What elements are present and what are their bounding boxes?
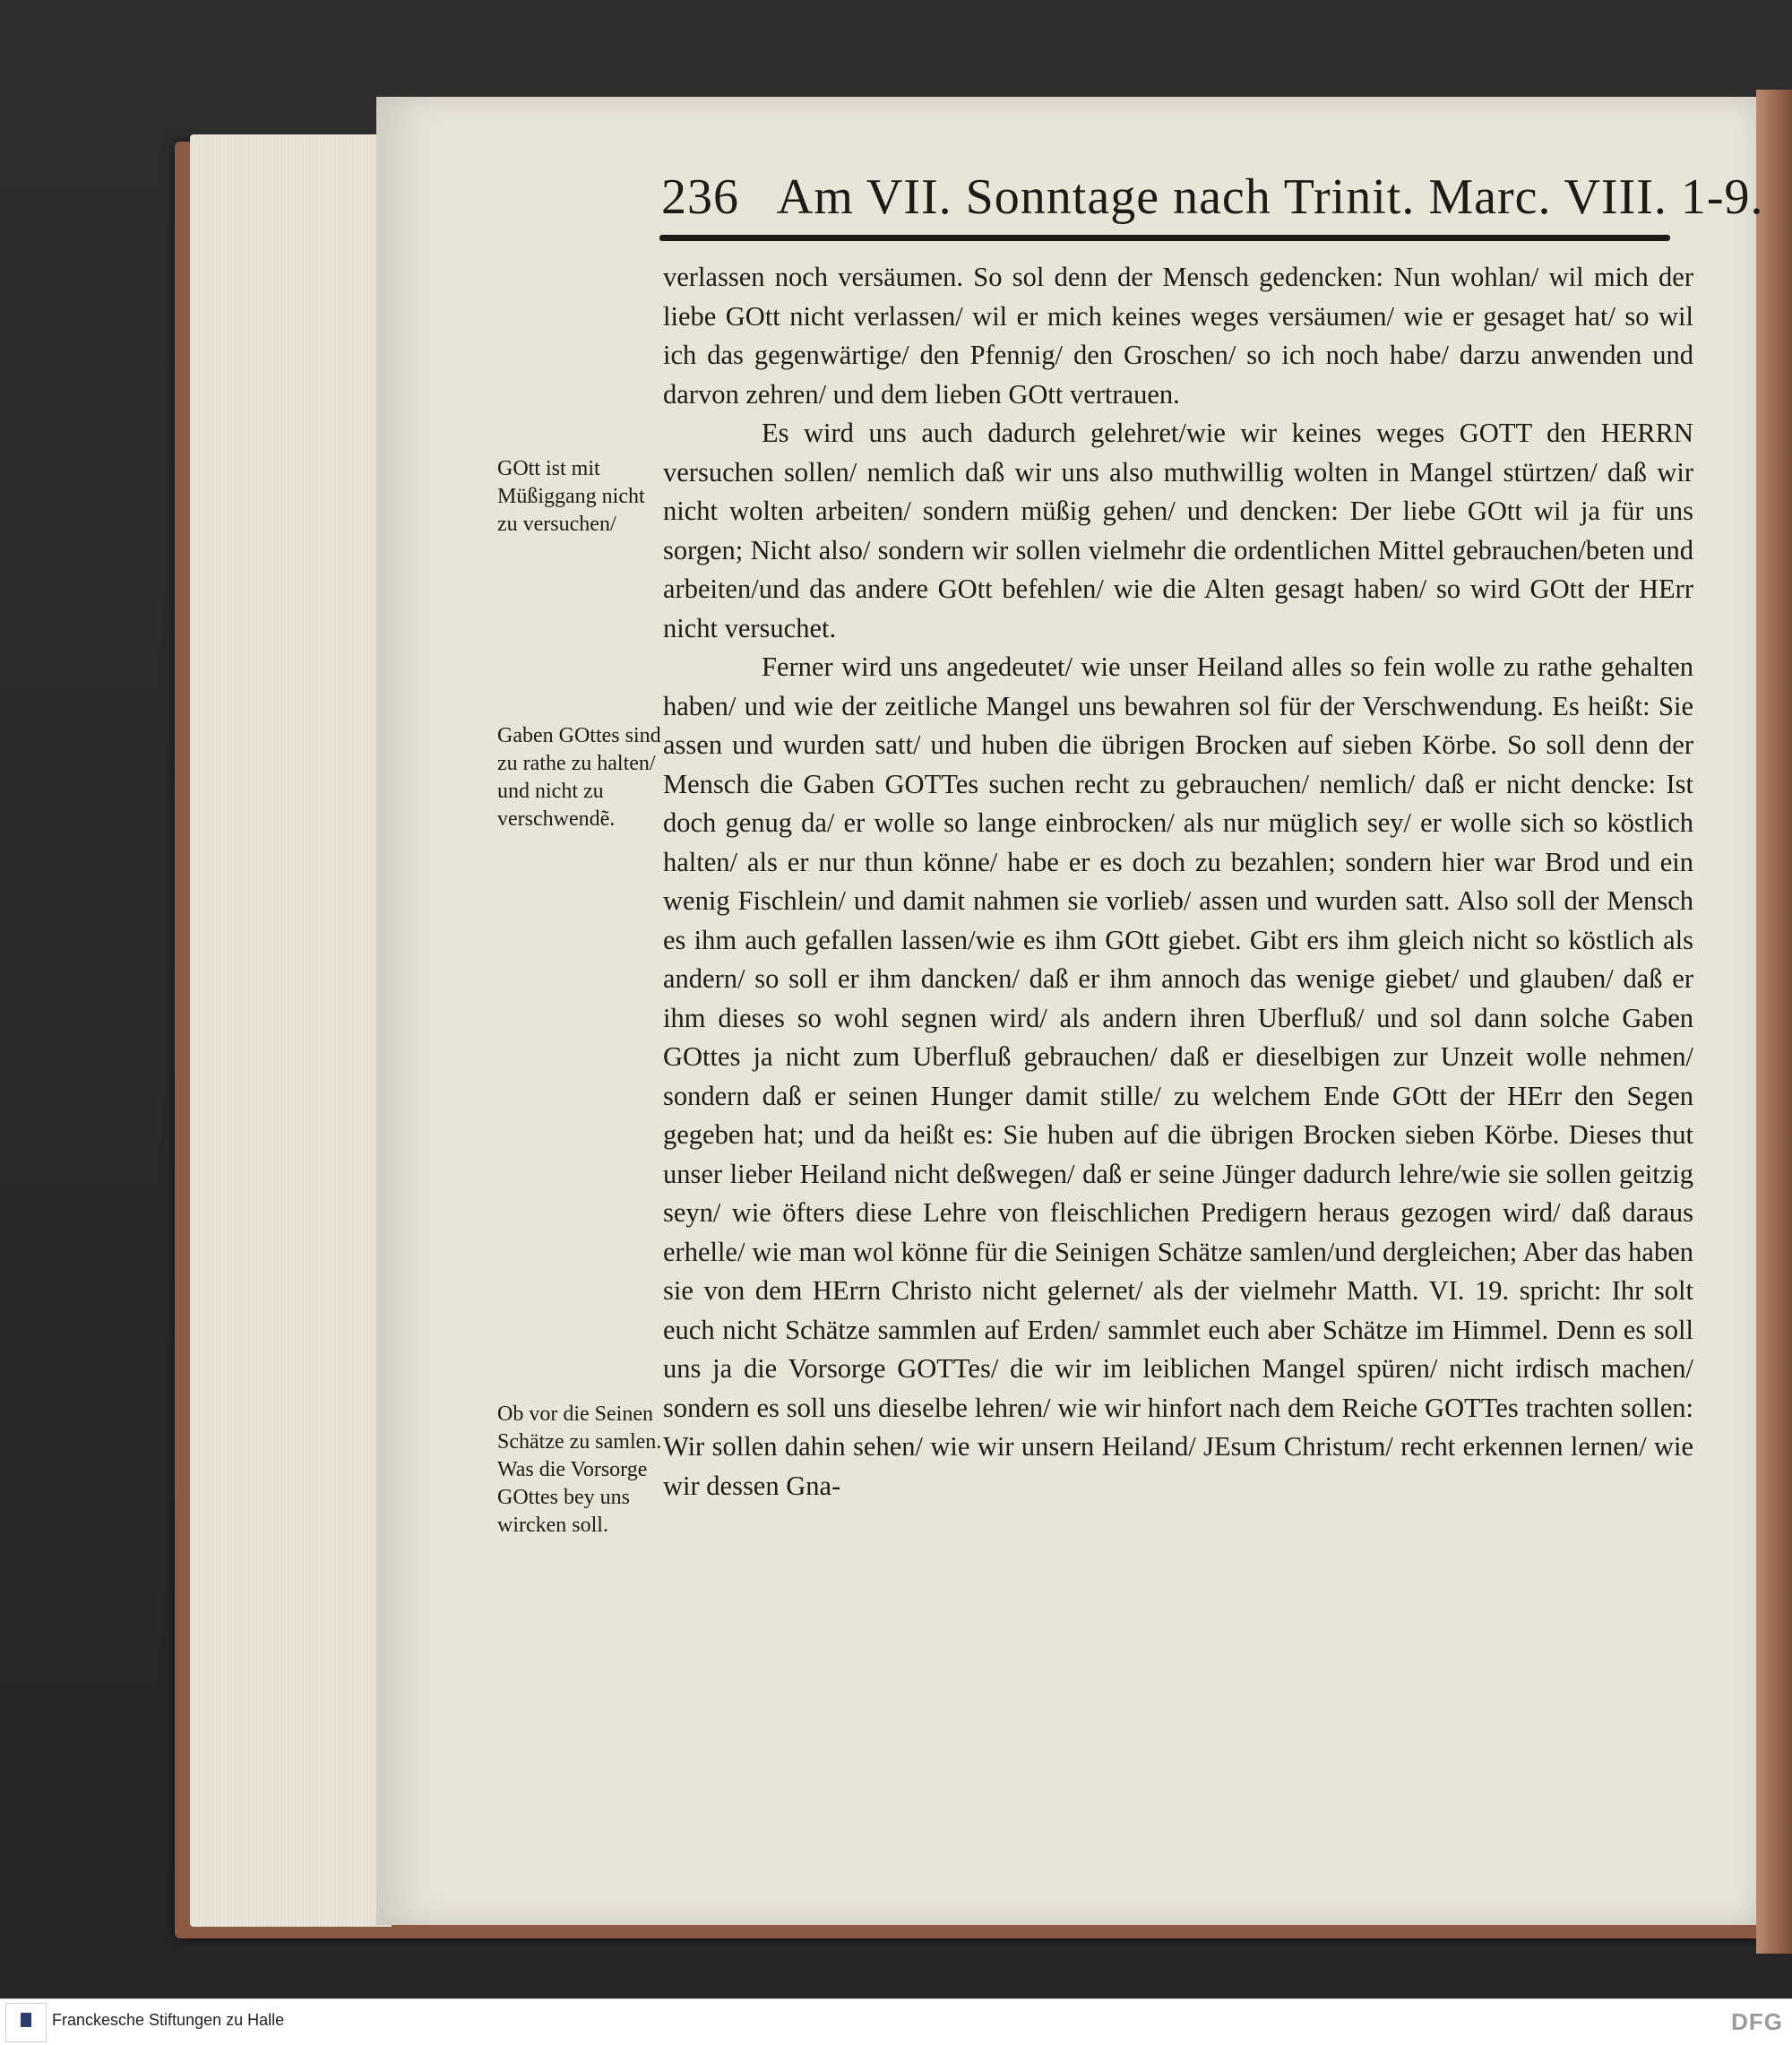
running-title: Am VII. Sonntage nach Trinit. Marc. VIII. 1-9.	[776, 169, 1764, 225]
running-header	[661, 168, 1764, 240]
dfg-logo[interactable]: DFG	[1731, 2008, 1783, 2035]
marginal-note-2: Gaben GOttes sind zu rathe zu halten/ und nicht zu verschwendẽ.	[497, 724, 661, 831]
franckesche-stiftungen-logo-icon[interactable]	[5, 2003, 47, 2042]
logo-mark	[21, 2013, 31, 2027]
marginal-note-1: GOtt ist mit Müßiggang nicht zu versuchen/	[497, 457, 645, 536]
marginal-note-3: Ob vor die Seinen Schätze zu samlen. Was die Vorsorge GOttes bey uns wircken soll.	[497, 1402, 662, 1537]
header-rule	[659, 235, 1670, 241]
paragraph: verlassen noch versäumen. So sol denn der Mensch gedencken: Nun wohlan/ wil mich der liebe GOtt nicht verlassen/ wil er mich keines weges versäumen/ wie er gesaget hat/ so wil ich das gegenwärtige/ den Pfennig/ den Groschen/ so ich noch habe/ darzu anwenden und darvon zehren/ und dem lieben GOtt vertrauen.	[663, 262, 1693, 410]
paragraph: Es wird uns auch dadurch gelehret/wie wir keines weges GOTT den HERRN versuchen sollen/ nemlich daß wir uns also muthwillig wolten in Mangel stürtzen/ daß wir nicht wolten arbeiten/ sondern müßig gehen/ und dencken: Der liebe GOtt wil ja für uns sorgen; Nicht also/ sondern wir sollen vielmehr die ordentlichen Mittel gebrauchen/beten und arbeiten/und das andere GOtt befehlen/ wie die Alten gesagt haben/ so wird GOtt der HErr nicht versuchet.	[663, 418, 1693, 643]
viewer-footer	[0, 1998, 1792, 2045]
binding-edge	[1756, 90, 1792, 1954]
page-block-edge	[190, 134, 392, 1927]
institution-name[interactable]: Franckesche Stiftungen zu Halle	[52, 2011, 285, 2029]
paragraph: Ferner wird uns angedeutet/ wie unser Heiland alles so fein wolle zu rathe gehalten haben/ und wie der zeitliche Mangel uns bewahren sol für der Verschwendung. Es heißt: Sie assen und wurden satt/ und huben die übrigen Brocken auf sieben Körbe. So soll denn der Mensch die Gaben GOTTes suchen recht zu gebrauchen/ nemlich/ daß er nicht dencke: Ist doch genug da/ er wolle so lange einbrocken/ als nur müglich sey/ er wolle sich so köstlich halten/ als er nur thun könne/ habe er es doch zu bezahlen; sondern hier war Brod und ein wenig Fischlein/ und damit nahmen sie vorlieb/ assen und wurden satt. Also soll der Mensch es ihm auch gefallen lassen/wie es ihm GOtt giebet. Gibt ers ihm gleich nicht so köstlich als andern/ so soll er ihm dancken/ daß er ihm annoch das wenige giebet/ und glauben/ daß er ihm dieses so wohl segnen wird/ als andern ihren Uberfluß/ und sol dann solche Gaben GOttes ja nicht zum Uberfluß gebrauchen/ daß er dieselbigen zur Unzeit wolle nehmen/ sondern daß er seinen Hunger damit stille/ zu welchem Ende GOtt der HErr den Segen gegeben hat; und da heißt es: Sie huben auf die übrigen Brocken sieben Körbe. Dieses thut unser lieber Heiland nicht deßwegen/ daß er seine Jünger dadurch lehre/wie sie sollen geitzig seyn/ wie öfters diese Lehre von fleischlichen Predigern heraus gezogen wird/ daß daraus erhelle/ wie man wol könne für die Seinigen Schätze samlen/und dergleichen; Aber das haben sie von dem HErrn Christo nicht gelernet/ als der vielmehr Matth. VI. 19. spricht: Ihr solt euch nicht Schätze sammlen auf Erden/ sammlet euch aber Schätze im Himmel. Denn es soll uns ja die Vorsorge GOTTes/ die wir im leiblichen Mangel spüren/ nicht irdisch machen/ sondern es soll uns dieselbe lehren/ wie wir hinfort nach dem Reiche GOTTes trachten sollen: Wir sollen dahin sehen/ wie wir unsern Heiland/ JEsum Christum/ recht erkennen lernen/ wie wir dessen Gna-	[663, 651, 1693, 1501]
main-text	[663, 258, 1693, 1506]
page-number: 236	[661, 169, 739, 225]
